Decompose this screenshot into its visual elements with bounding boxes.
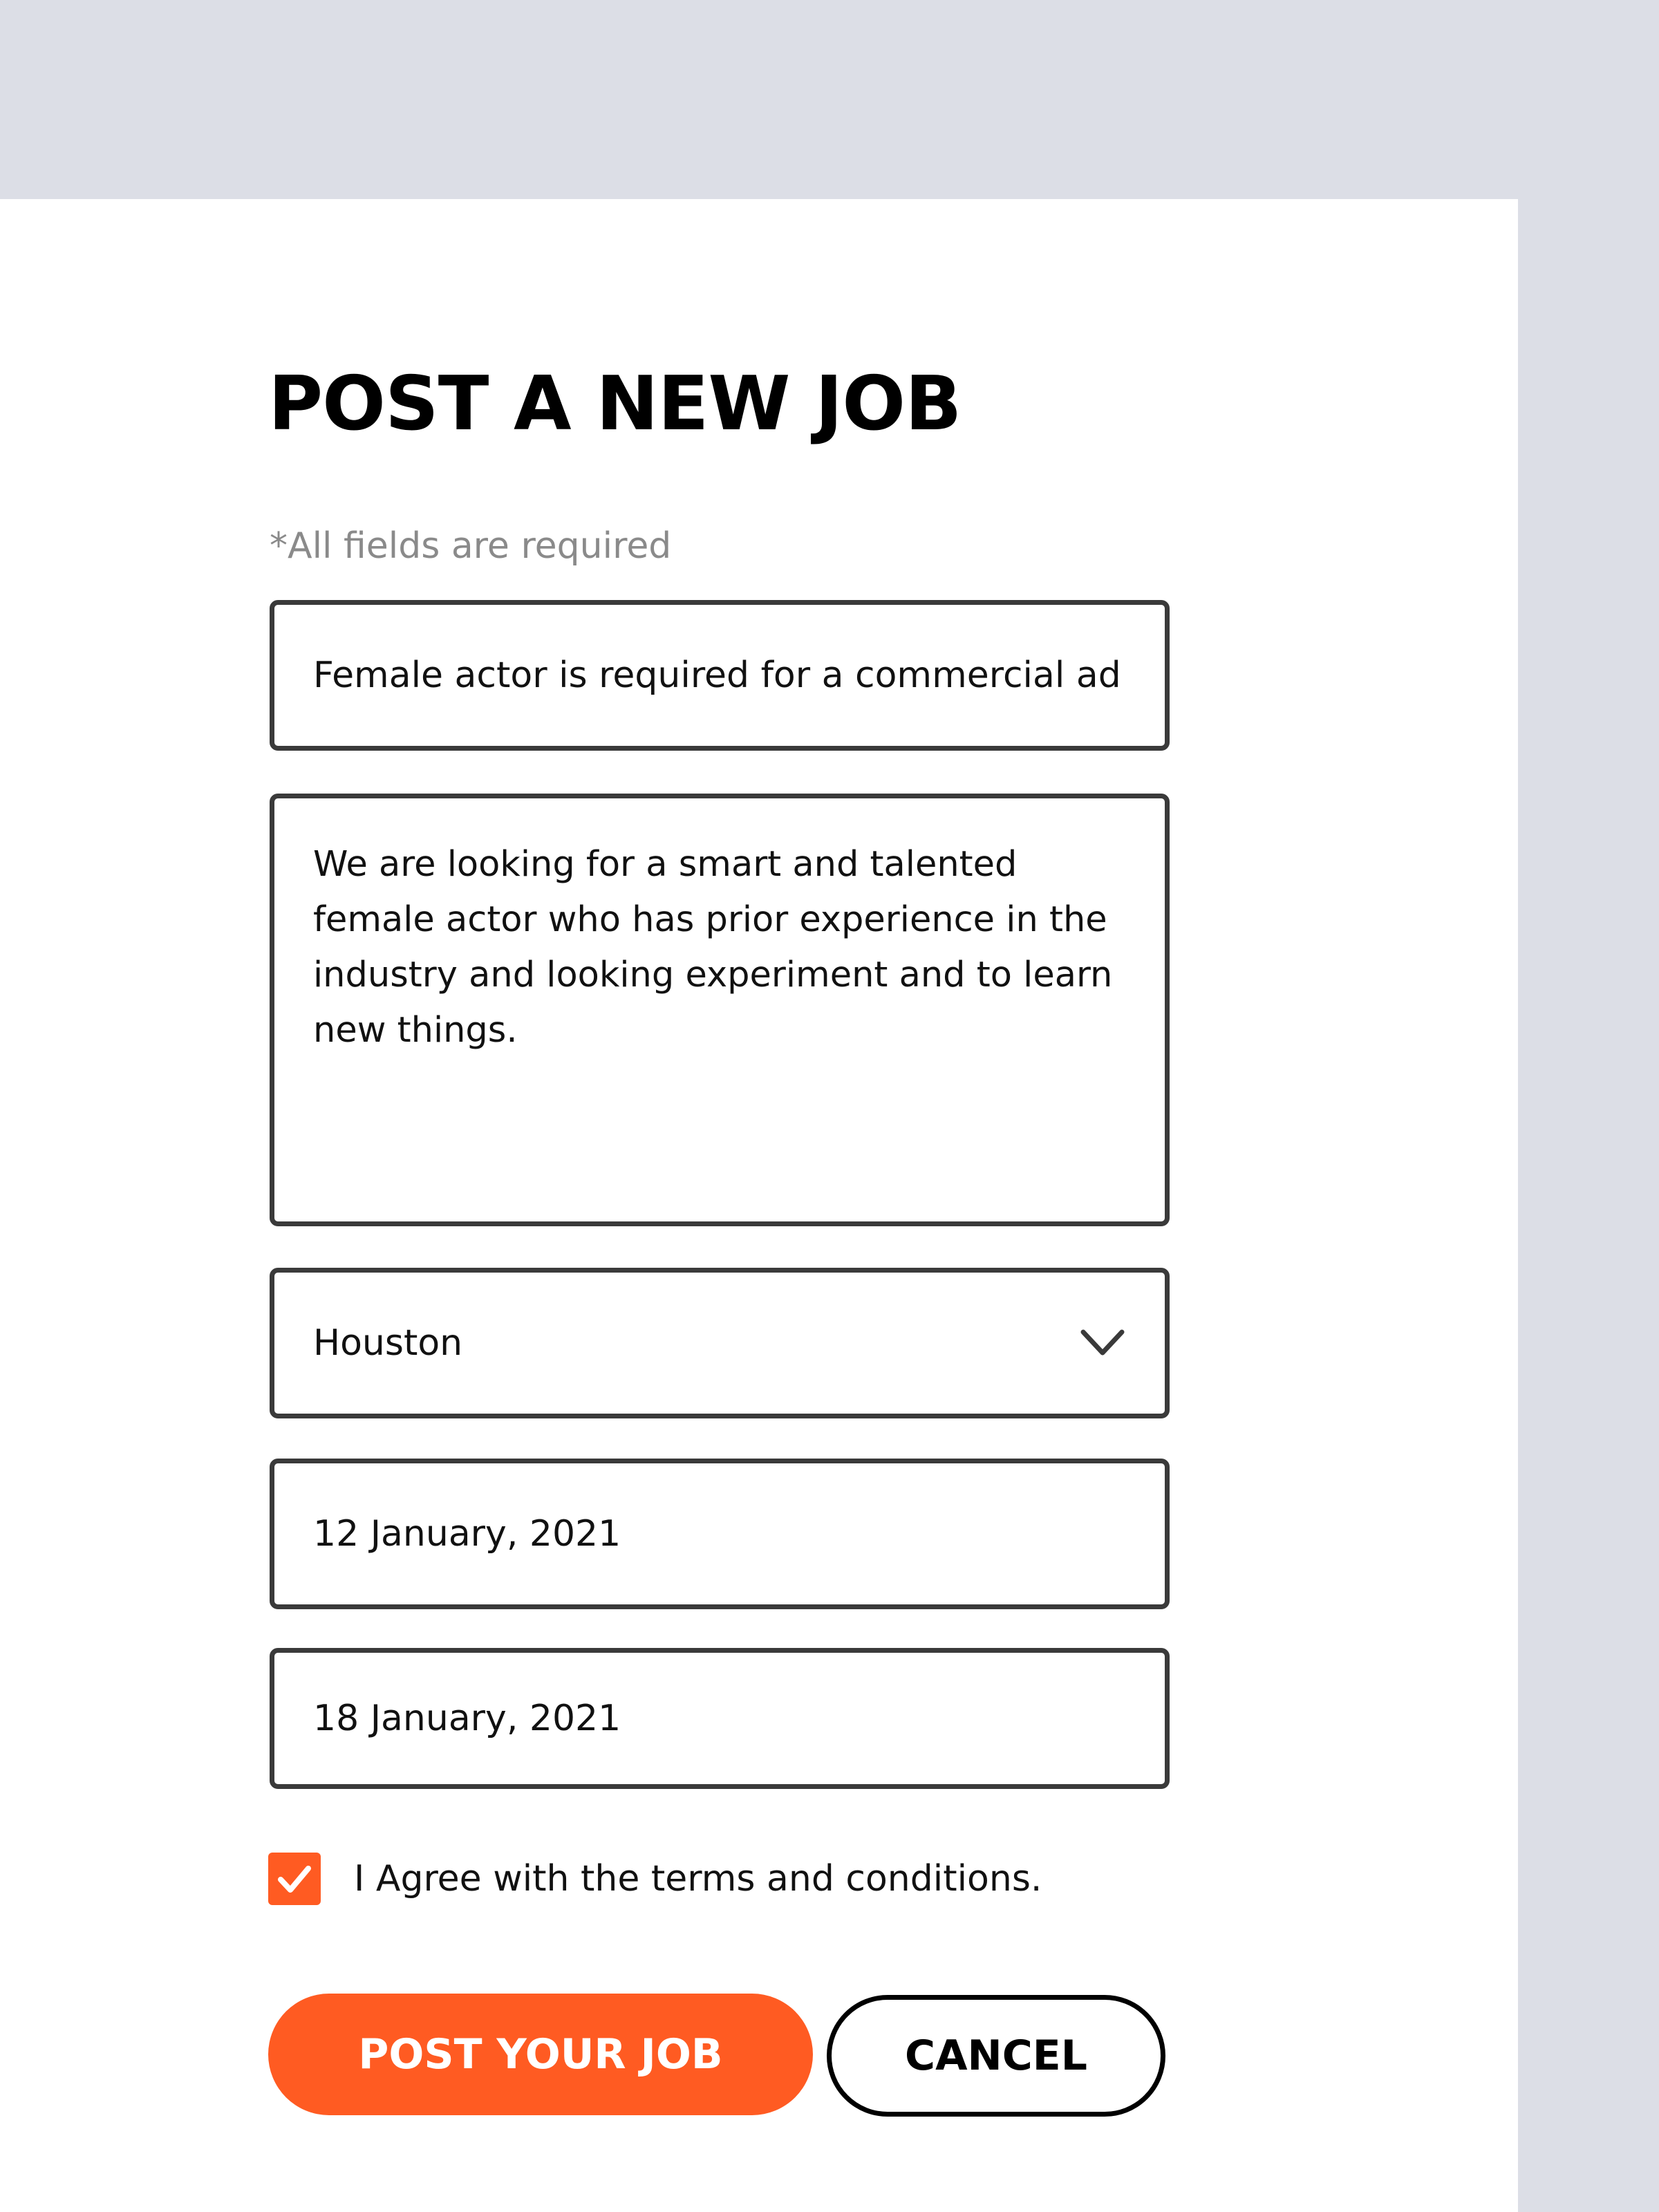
job-title-value: Female actor is required for a commercial ad: [313, 655, 1121, 696]
terms-agreement[interactable]: [268, 1853, 1042, 1905]
required-fields-note: *All fields are required: [270, 525, 672, 567]
page-title: POST A NEW JOB: [268, 361, 962, 447]
end-date-input[interactable]: [270, 1648, 1170, 1789]
end-date-value: 18 January, 2021: [313, 1698, 621, 1739]
city-select[interactable]: [270, 1268, 1170, 1418]
job-description-textarea[interactable]: [270, 794, 1170, 1226]
cancel-button[interactable]: CANCEL: [827, 1995, 1165, 2117]
post-job-button[interactable]: POST YOUR JOB: [268, 1994, 813, 2115]
start-date-value: 12 January, 2021: [313, 1513, 621, 1555]
job-title-input[interactable]: [270, 600, 1170, 751]
terms-label: I Agree with the terms and conditions.: [354, 1858, 1042, 1900]
job-description-value: We are looking for a smart and talented female actor who has prior experience in the industry and looking experiment and to learn new things.: [313, 844, 1113, 1051]
start-date-input[interactable]: [270, 1459, 1170, 1609]
check-icon: [276, 1861, 312, 1897]
chevron-down-icon[interactable]: [1079, 1327, 1126, 1361]
terms-checkbox[interactable]: [268, 1853, 321, 1905]
city-selected-value: Houston: [313, 1322, 463, 1364]
